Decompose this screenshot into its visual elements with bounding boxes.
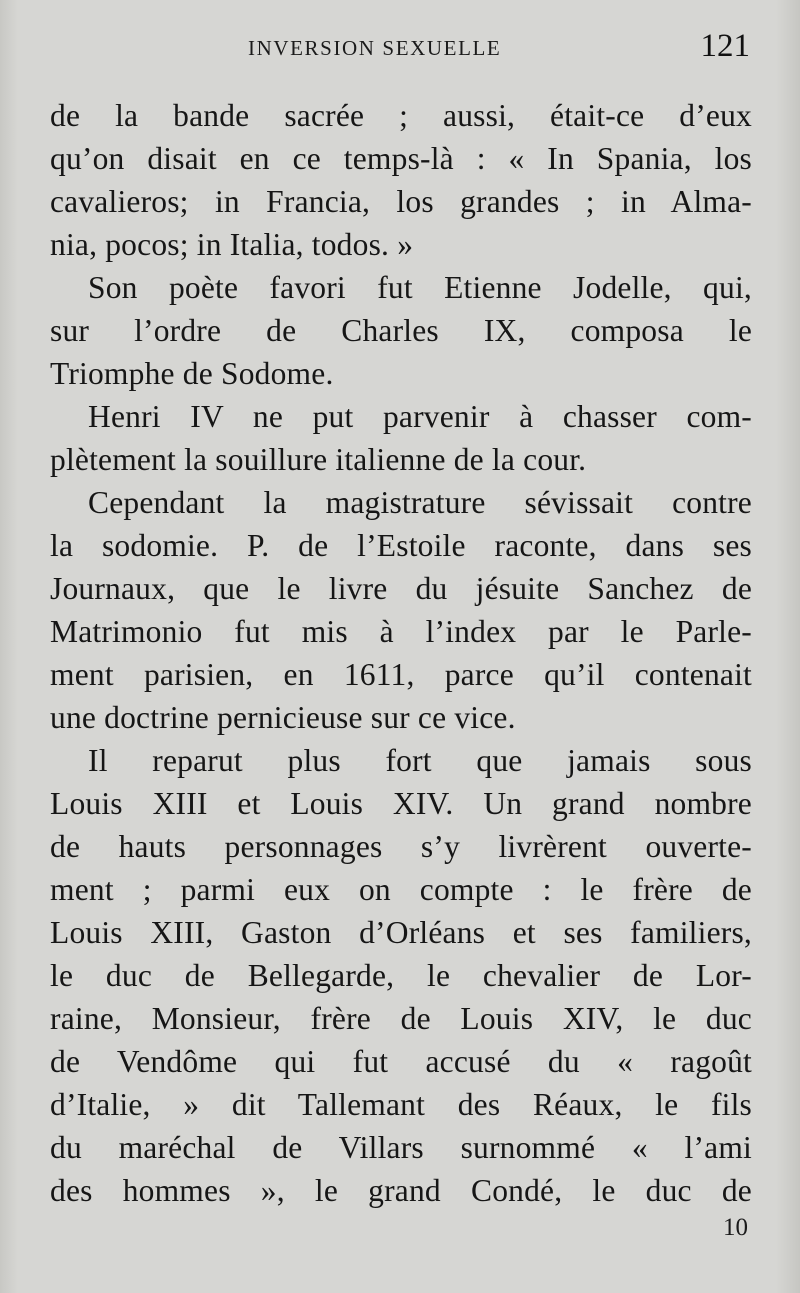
page-edge-shadow-right — [776, 0, 800, 1293]
text-line: la sodomie. P. de l’Estoile raconte, dans ses — [50, 528, 752, 563]
text-line: sur l’ordre de Charles IX, composa le — [50, 313, 752, 348]
text-line: cavalieros; in Francia, los grandes ; in Alma- — [50, 184, 752, 219]
page-number: 121 — [700, 28, 750, 64]
text-line: Triomphe de Sodome. — [50, 356, 334, 391]
text-line: Louis XIII, Gaston d’Orléans et ses familiers, — [50, 915, 752, 950]
body-text — [50, 94, 752, 1212]
text-line: ment ; parmi eux on compte : le frère de — [50, 872, 752, 907]
text-line: Il reparut plus fort que jamais sous — [88, 743, 752, 778]
text-line: de hauts personnages s’y livrèrent ouverte- — [50, 829, 752, 864]
signature-mark: 10 — [723, 1214, 748, 1241]
text-line: nia, pocos; in Italia, todos. » — [50, 227, 414, 262]
text-line: le duc de Bellegarde, le chevalier de Lor- — [50, 958, 752, 993]
page-edge-shadow-left — [0, 0, 18, 1293]
text-line: de Vendôme qui fut accusé du « ragoût — [50, 1044, 752, 1079]
text-line: qu’on disait en ce temps-là : « In Spania, los — [50, 141, 752, 176]
text-line: Louis XIII et Louis XIV. Un grand nombre — [50, 786, 752, 821]
running-head — [0, 28, 800, 68]
text-line: Matrimonio fut mis à l’index par le Parle- — [50, 614, 752, 649]
text-line: ment parisien, en 1611, parce qu’il contenait — [50, 657, 752, 692]
text-line: Henri IV ne put parvenir à chasser com- — [88, 399, 752, 434]
text-line: des hommes », le grand Condé, le duc de — [50, 1173, 752, 1208]
text-line: du maréchal de Villars surnommé « l’ami — [50, 1130, 752, 1165]
running-title: INVERSION SEXUELLE — [248, 36, 502, 60]
text-line: plètement la souillure italienne de la cour. — [50, 442, 587, 477]
text-line: d’Italie, » dit Tallemant des Réaux, le fils — [50, 1087, 752, 1122]
text-line: Son poète favori fut Etienne Jodelle, qui, — [88, 270, 752, 305]
text-line: raine, Monsieur, frère de Louis XIV, le duc — [50, 1001, 752, 1036]
text-line: Cependant la magistrature sévissait contre — [88, 485, 752, 520]
text-line: de la bande sacrée ; aussi, était-ce d’eux — [50, 98, 752, 133]
text-line: une doctrine pernicieuse sur ce vice. — [50, 700, 516, 735]
text-line: Journaux, que le livre du jésuite Sanchez de — [50, 571, 752, 606]
